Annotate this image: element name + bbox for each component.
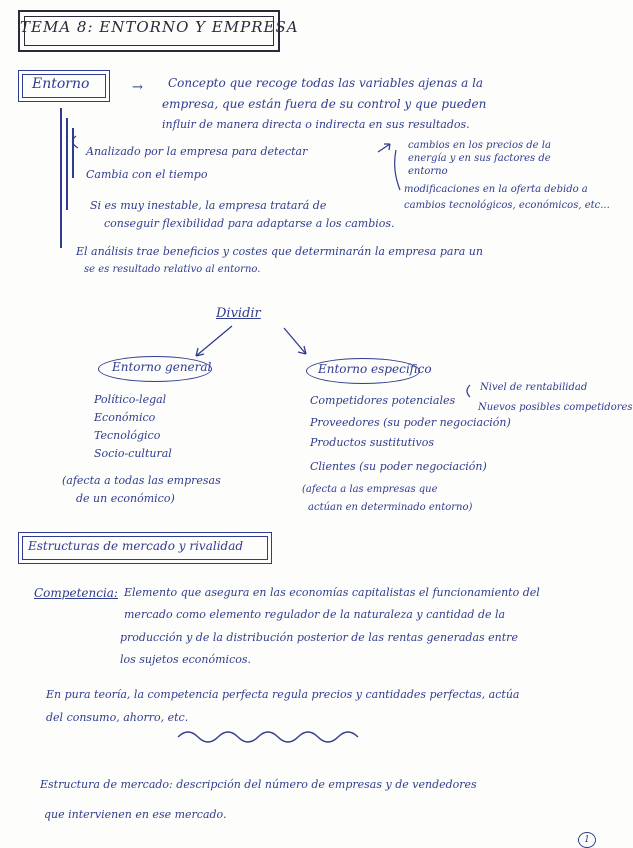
general-note: de un económico) bbox=[76, 492, 175, 505]
entorno-bullet: conseguir flexibilidad para adaptarse a los cambios. bbox=[104, 217, 395, 230]
entorno-bullet: Cambia con el tiempo bbox=[86, 168, 208, 181]
final-line: que intervienen en ese mercado. bbox=[44, 808, 227, 821]
competencia-line: los sujetos económicos. bbox=[120, 653, 251, 666]
general-note: (afecta a todas las empresas bbox=[62, 474, 221, 487]
general-item: Económico bbox=[94, 411, 156, 424]
specific-item: Competidores potenciales bbox=[310, 394, 456, 407]
entorno-bullet: Si es muy inestable, la empresa tratará de bbox=[90, 199, 327, 212]
general-item: Tecnológico bbox=[94, 429, 161, 442]
specific-item: Proveedores (su poder negociación) bbox=[310, 416, 511, 429]
specific-label: Entorno específico bbox=[318, 362, 432, 376]
definition-line: empresa, que están fuera de su control y que pueden bbox=[162, 97, 487, 111]
estructuras-heading: Estructuras de mercado y rivalidad bbox=[28, 539, 244, 553]
specific-item: Clientes (su poder negociación) bbox=[310, 460, 487, 473]
general-item: Socio-cultural bbox=[94, 447, 172, 460]
page-title: TEMA 8: ENTORNO Y EMPRESA bbox=[20, 18, 299, 36]
competencia-line: producción y de la distribución posterior de las rentas generadas entre bbox=[120, 631, 518, 644]
side-note: cambios tecnológicos, económicos, etc... bbox=[404, 200, 610, 211]
perfecta-line: del consumo, ahorro, etc. bbox=[46, 711, 189, 724]
specific-side: Nivel de rentabilidad bbox=[480, 382, 588, 393]
definition-line: influir de manera directa o indirecta en sus resultados. bbox=[162, 118, 470, 131]
specific-note: actúan en determinado entorno) bbox=[308, 502, 473, 513]
side-note: entorno bbox=[408, 166, 448, 177]
definition-arrow: → bbox=[132, 80, 143, 95]
final-line: Estructura de mercado: descripción del número de empresas y de vendedores bbox=[40, 778, 477, 791]
entorno-bullet: Analizado por la empresa para detectar bbox=[86, 145, 308, 158]
handwritten-squiggle bbox=[178, 732, 358, 742]
specific-item: Productos sustitutivos bbox=[310, 436, 434, 449]
competencia-label: Competencia: bbox=[34, 586, 118, 600]
perfecta-line: En pura teoría, la competencia perfecta regula precios y cantidades perfectas, actúa bbox=[46, 688, 520, 701]
competencia-line: mercado como elemento regulador de la naturaleza y cantidad de la bbox=[124, 608, 506, 621]
page-number: 1 bbox=[578, 832, 596, 848]
entorno-bullet: se es resultado relativo al entorno. bbox=[84, 264, 261, 275]
definition-line: Concepto que recoge todas las variables ajenas a la bbox=[168, 76, 484, 90]
specific-side: Nuevos posibles competidores bbox=[478, 402, 633, 413]
side-note: cambios en los precios de la bbox=[408, 140, 551, 151]
competencia-line: Elemento que asegura en las economías capitalistas el funcionamiento del bbox=[124, 586, 540, 599]
specific-note: (afecta a las empresas que bbox=[302, 484, 438, 495]
entorno-bullet: El análisis trae beneficios y costes que determinarán la empresa para un bbox=[76, 245, 483, 258]
diagram-root: Dividir bbox=[216, 306, 261, 321]
side-note: energía y en sus factores de bbox=[408, 153, 551, 164]
entorno-heading: Entorno bbox=[32, 76, 90, 92]
side-note: modificaciones en la oferta debido a bbox=[404, 184, 588, 195]
general-item: Político-legal bbox=[94, 393, 167, 406]
general-label: Entorno general bbox=[112, 360, 212, 374]
